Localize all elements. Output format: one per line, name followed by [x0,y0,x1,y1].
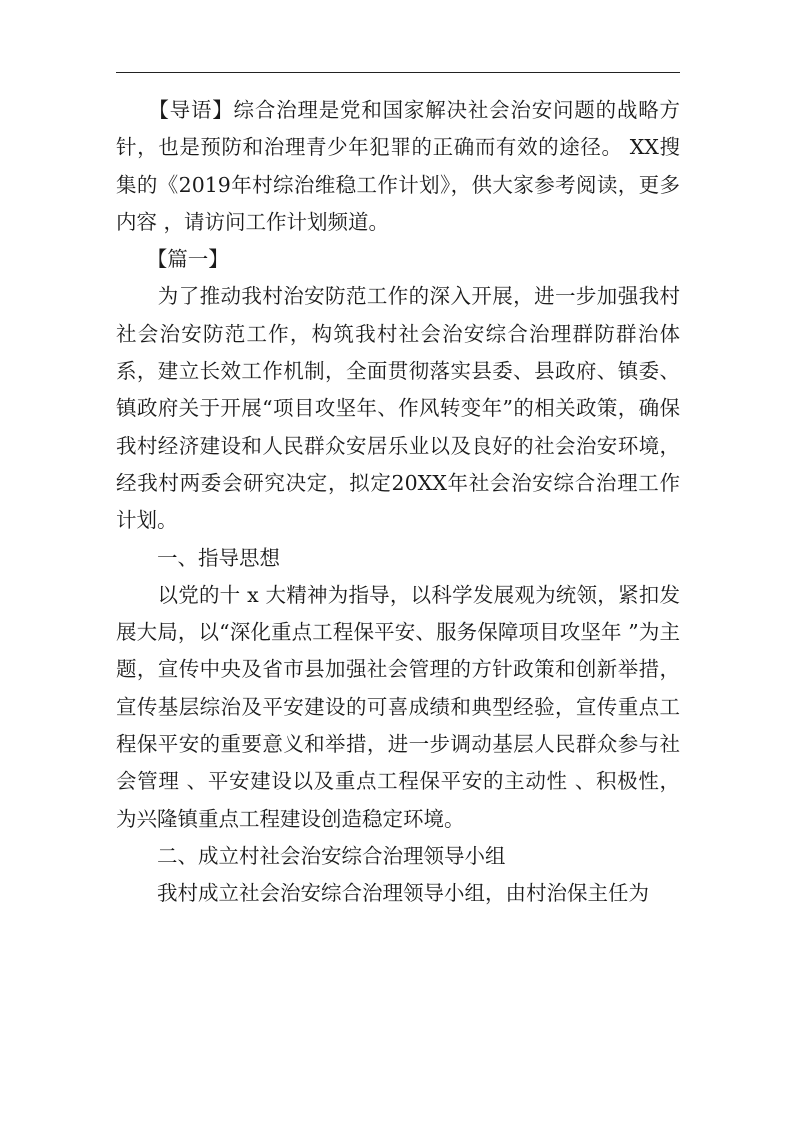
header-rule [116,72,680,73]
section-heading-part-one: 【篇一】 [116,247,229,272]
intro-paragraph: 【导语】综合治理是党和国家解决社会治安问题的战略方针，也是预防和治理青少年犯罪的正确而有效的途径。 XX搜集的《2019年村综治维稳工作计划》，供大家参考阅读，更多内容 ，请访问工作计划频道。 [116,98,680,234]
body-paragraph: 我村成立社会治安综合治理领导小组，由村治保主任为 [116,881,649,906]
body-paragraph: 以党的十 x 大精神为指导，以科学发展观为统领，紧扣发展大局，以“深化重点工程保平安、服务保障项目攻坚年 ”为主题，宣传中央及省市县加强社会管理的方针政策和创新举措，宣传基层综治及平安建设的可喜成绩和典型经验，宣传重点工程保平安的重要意义和举措，进一步调动基层人民群众参与社会管理 、平安建设以及重点工程保平安的主动性 、积极性，为兴隆镇重点工程建设创造稳定环境。 [116,582,680,831]
section-heading-leading-group: 二、成立村社会治安综合治理领导小组 [116,843,506,868]
body-paragraph: 为了推动我村治安防范工作的深入开展，进一步加强我村社会治安防范工作，构筑我村社会治安综合治理群防群治体系，建立长效工作机制，全面贯彻落实县委、县政府、镇委、镇政府关于开展“项目攻坚年、作风转变年”的相关政策，确保我村经济建设和人民群众安居乐业以及良好的社会治安环境，经我村两委会研究决定，拟定20XX年社会治安综合治理工作计划。 [116,284,680,533]
document-body [116,92,680,913]
section-heading-guiding-ideology: 一、指导思想 [116,545,280,570]
